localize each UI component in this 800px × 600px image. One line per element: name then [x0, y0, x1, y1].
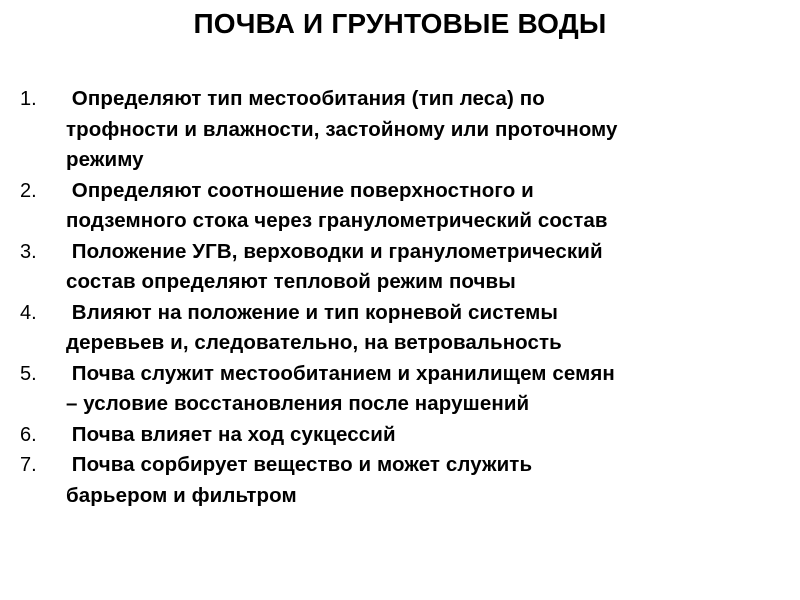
list-item: [0, 84, 790, 176]
list-item-number: 4.: [20, 301, 37, 324]
list-item-number: 6.: [20, 423, 37, 446]
slide-title: ПОЧВА И ГРУНТОВЫЕ ВОДЫ: [193, 8, 607, 39]
list-item-number: 1.: [20, 88, 37, 110]
list-item-text: Влияют на положение и тип корневой системы деревьев и, следовательно, на ветровальность: [66, 300, 562, 354]
numbered-list: [0, 84, 790, 511]
list-item-number: 5.: [20, 362, 37, 385]
list-item-text: Положение УГВ, верховодки и гранулометрический состав определяют тепловой режим почвы: [66, 239, 603, 293]
list-item-number: 3.: [20, 240, 37, 263]
list-item: [0, 298, 790, 359]
list-item-text: Определяют соотношение поверхностного и подземного стока через гранулометрический состав: [66, 178, 608, 232]
list-item: [0, 420, 790, 451]
list-item: [0, 176, 790, 237]
list-item-number: 7.: [20, 454, 37, 476]
list-item: [0, 359, 790, 420]
list-item-text: Определяют тип местообитания (тип леса) по трофности и влажности, застойному или проточному режиму: [66, 87, 618, 171]
list-item: [0, 237, 790, 298]
list-item-number: 2.: [20, 179, 37, 202]
list-item-text: Почва служит местообитанием и хранилищем семян – условие восстановления после нарушений: [66, 361, 615, 415]
list-item-text: Почва сорбирует вещество и может служить барьером и фильтром: [66, 453, 533, 507]
list-item-text: Почва влияет на ход сукцессий: [66, 422, 396, 446]
list-item: [0, 450, 790, 511]
